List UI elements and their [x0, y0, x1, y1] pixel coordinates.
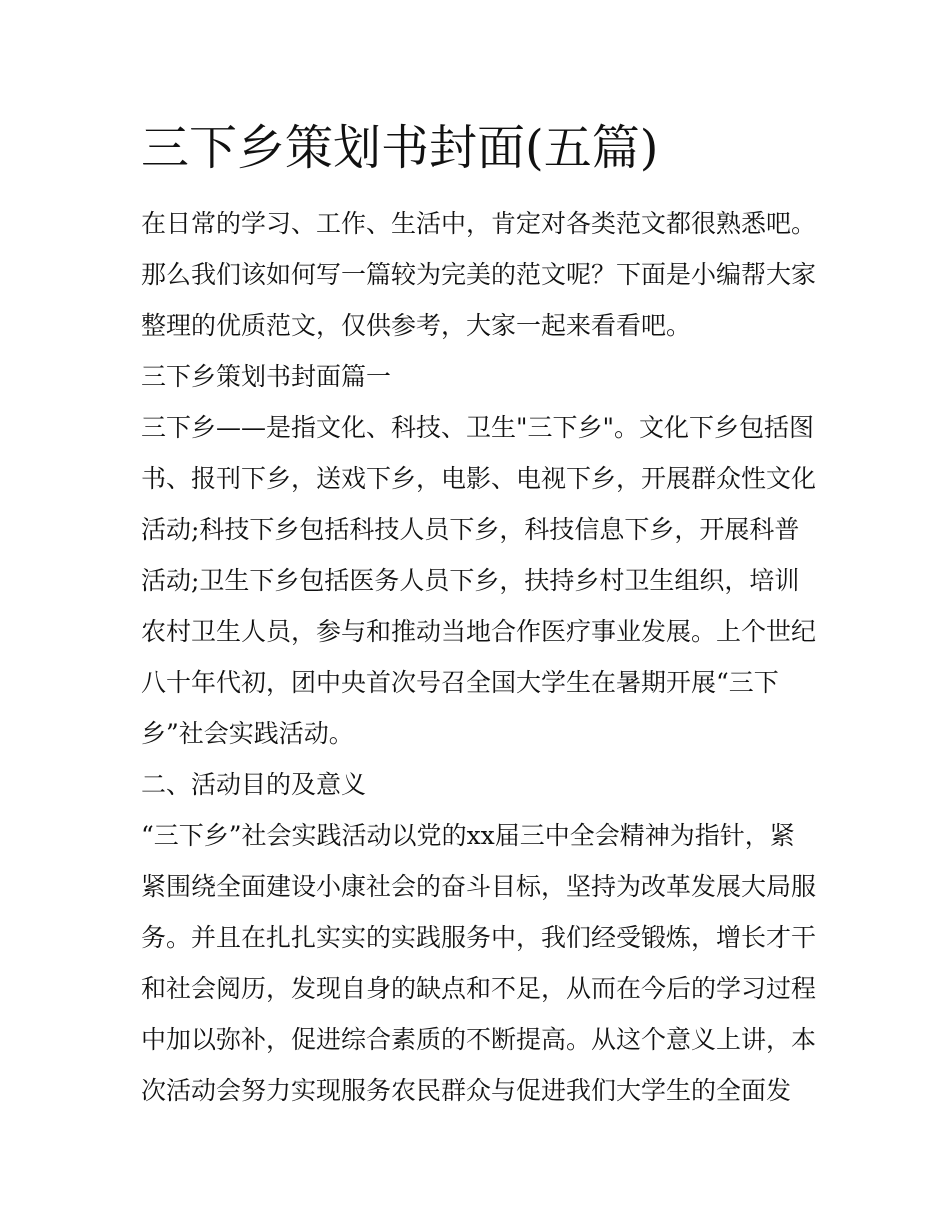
body-line: 中加以弥补，促进综合素质的不断提高。从这个意义上讲，本	[141, 1025, 817, 1054]
body-line: 三下乡——是指文化、科技、卫生"三下乡"。文化下乡包括图	[141, 413, 815, 442]
body-line: 务。并且在扎扎实实的实践服务中，我们经受锻炼，增长才干	[141, 923, 817, 952]
body-line: 紧围绕全面建设小康社会的奋斗目标，坚持为改革发展大局服	[141, 872, 817, 901]
section-heading-part-one: 三下乡策划书封面篇一	[141, 362, 392, 391]
body-line: 八十年代初，团中央首次号召全国大学生在暑期开展“三下	[141, 668, 779, 697]
document-title: 三下乡策划书封面(五篇)	[141, 120, 659, 176]
body-line: 活动;卫生下乡包括医务人员下乡，扶持乡村卫生组织，培训	[141, 566, 800, 595]
body-line: “三下乡”社会实践活动以党的xx届三中全会精神为指针，紧	[141, 821, 795, 850]
body-line: 乡”社会实践活动。	[141, 719, 354, 748]
body-line: 在日常的学习、工作、生活中，肯定对各类范文都很熟悉吧。	[141, 209, 817, 238]
body-line: 整理的优质范文，仅供参考，大家一起来看看吧。	[141, 311, 692, 340]
body-line: 书、报刊下乡，送戏下乡，电影、电视下乡，开展群众性文化	[141, 464, 817, 493]
body-line: 次活动会努力实现服务农民群众与促进我们大学生的全面发	[141, 1076, 792, 1105]
document-body	[141, 198, 831, 1116]
body-line: 那么我们该如何写一篇较为完美的范文呢？下面是小编帮大家	[141, 260, 817, 289]
body-line: 活动;科技下乡包括科技人员下乡，科技信息下乡，开展科普	[141, 515, 800, 544]
section-heading-purpose: 二、活动目的及意义	[141, 770, 367, 799]
body-line: 农村卫生人员，参与和推动当地合作医疗事业发展。上个世纪	[141, 617, 817, 646]
body-line: 和社会阅历，发现自身的缺点和不足，从而在今后的学习过程	[141, 974, 817, 1003]
